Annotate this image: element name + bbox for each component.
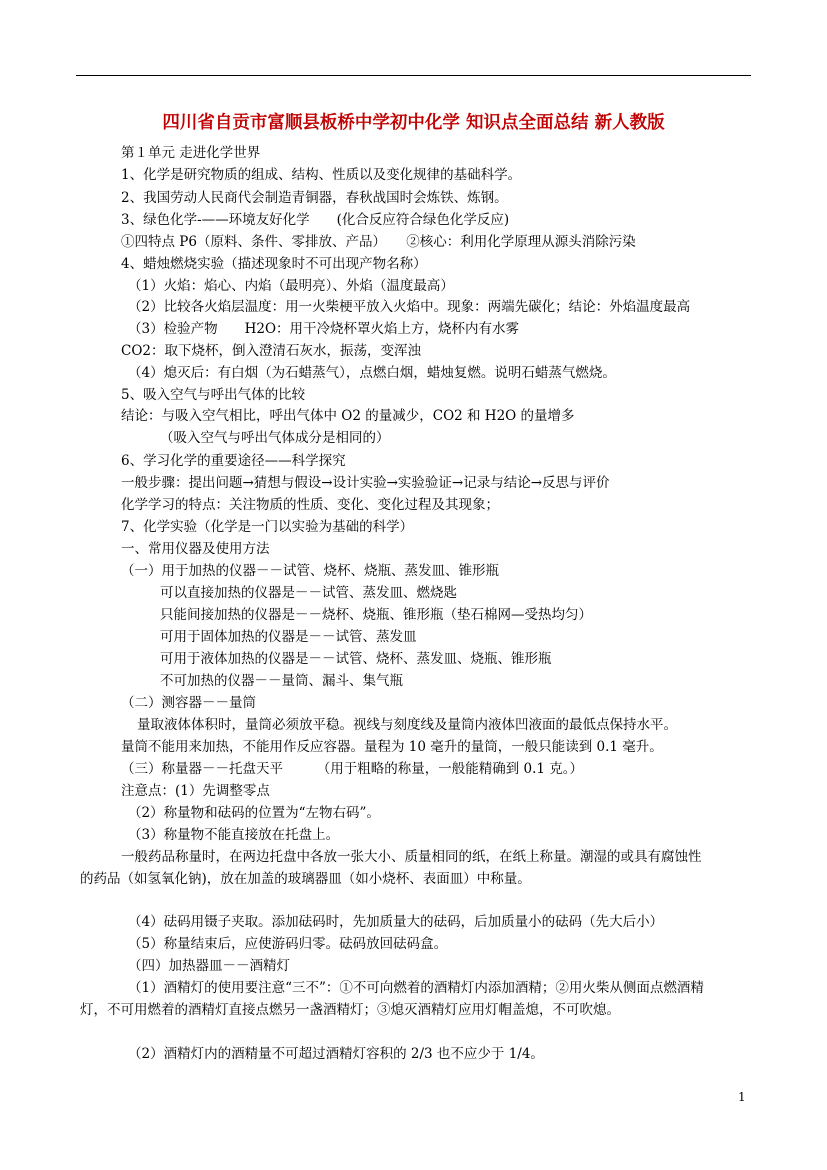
text-line: （吸入空气与呼出气体成分是相同的）: [160, 430, 390, 446]
text-line: 注意点：(1）先调整零点: [121, 783, 270, 799]
text-line: 5、吸入空气与呼出气体的比较: [121, 387, 306, 403]
text-line: 一般步骤：提出问题→猜想与假设→设计实验→实验验证→记录与结论→反思与评价: [121, 475, 610, 491]
text-line: 灯，不可用燃着的酒精灯直接点燃另一盏酒精灯；③熄灭酒精灯应用灯帽盖熄，不可吹熄。: [80, 1002, 620, 1018]
text-line: 可用于固体加热的仪器是－－试管、蒸发皿: [160, 629, 417, 645]
text-line: （2）比较各火焰层温度：用一火柴梗平放入火焰中。现象：两端先碳化；结论：外焰温度最高: [128, 299, 691, 315]
text-line: 的药品（如氢氧化钠)，放在加盖的玻璃器皿（如小烧杯、表面皿）中称量。: [80, 871, 531, 887]
text-line: （四）加热器皿－－酒精灯: [128, 958, 290, 974]
page-number: 1: [738, 1090, 746, 1104]
text-line: CO2：取下烧杯，倒入澄清石灰水，振荡，变浑浊: [121, 343, 421, 359]
text-line: （2）称量物和砝码的位置为“左物右码”。: [128, 805, 380, 821]
text-line: ①四特点 P6（原料、条件、零排放、产品） ②核心：利用化学原理从源头消除污染: [121, 234, 636, 250]
text-line: 量取液体体积时，量筒必须放平稳。视线与刻度线及量筒内液体凹液面的最低点保持水平。: [137, 717, 677, 733]
text-line: 可以直接加热的仪器是－－试管、蒸发皿、燃烧匙: [160, 585, 457, 601]
text-line: （5）称量结束后，应使游码归零。砝码放回砝码盒。: [128, 936, 448, 952]
text-line: 化学学习的特点：关注物质的性质、变化、变化过程及其现象；: [121, 497, 499, 513]
text-line: 不可加热的仪器－－量筒、漏斗、集气瓶: [160, 673, 403, 689]
text-line: （二）测容器－－量筒: [121, 695, 256, 711]
text-line: 只能间接加热的仪器是－－烧杯、烧瓶、锥形瓶（垫石棉网—受热均匀）: [160, 607, 592, 623]
text-line: （3）称量物不能直接放在托盘上。: [128, 827, 340, 843]
text-line: （4）砝码用镊子夹取。添加砝码时，先加质量大的砝码，后加质量小的砝码（先大后小）: [128, 914, 664, 930]
text-line: 7、化学实验（化学是一门以实验为基础的科学）: [121, 519, 414, 535]
text-line: （三）称量器－－托盘天平 （用于粗略的称量，一般能精确到 0.1 克。）: [121, 761, 584, 777]
text-line: （2）酒精灯内的酒精量不可超过酒精灯容积的 2/3 也不应少于 1/4。: [128, 1046, 544, 1062]
text-line: 3、绿色化学-——环境友好化学 (化合反应符合绿色化学反应): [121, 212, 510, 228]
text-line: 量筒不能用来加热，不能用作反应容器。量程为 10 毫升的量筒，一般只能读到 0.1 毫升。: [121, 739, 663, 755]
text-line: （1）酒精灯的使用要注意“三不”：①不可向燃着的酒精灯内添加酒精；②用火柴从侧面点燃酒精: [128, 980, 704, 996]
text-line: 1、化学是研究物质的组成、结构、性质以及变化规律的基础科学。: [121, 167, 522, 183]
text-line: （3）检验产物 H2O：用干冷烧杯罩火焰上方，烧杯内有水雾: [128, 321, 520, 337]
text-line: （1）火焰：焰心、内焰（最明亮）、外焰（温度最高）: [128, 278, 454, 294]
text-line: 可用于液体加热的仪器是－－试管、烧杯、蒸发皿、烧瓶、锥形瓶: [160, 651, 552, 667]
text-line: 第１单元 走进化学世界: [121, 145, 261, 161]
text-line: 4、蜡烛燃烧实验（描述现象时不可出现产物名称）: [121, 256, 427, 272]
text-line: 2、我国劳动人民商代会制造青铜器，春秋战国时会炼铁、炼钢。: [121, 190, 508, 206]
text-line: 一般药品称量时，在两边托盘中各放一张大小、质量相同的纸，在纸上称量。潮湿的或具有腐蚀性: [121, 849, 702, 865]
text-line: （一）用于加热的仪器－－试管、烧杯、烧瓶、蒸发皿、锥形瓶: [121, 563, 499, 579]
text-line: （4）熄灭后：有白烟（为石蜡蒸气），点燃白烟，蜡烛复燃。说明石蜡蒸气燃烧。: [128, 365, 616, 381]
document-title: 四川省自贡市富顺县板桥中学初中化学 知识点全面总结 新人教版: [162, 113, 665, 133]
header-rule: [76, 75, 751, 76]
text-line: 6、学习化学的重要途径——科学探究: [121, 453, 346, 469]
text-line: 结论：与吸入空气相比，呼出气体中 O2 的量减少，CO2 和 H2O 的量增多: [121, 408, 575, 424]
text-line: 一、常用仪器及使用方法: [121, 541, 270, 557]
